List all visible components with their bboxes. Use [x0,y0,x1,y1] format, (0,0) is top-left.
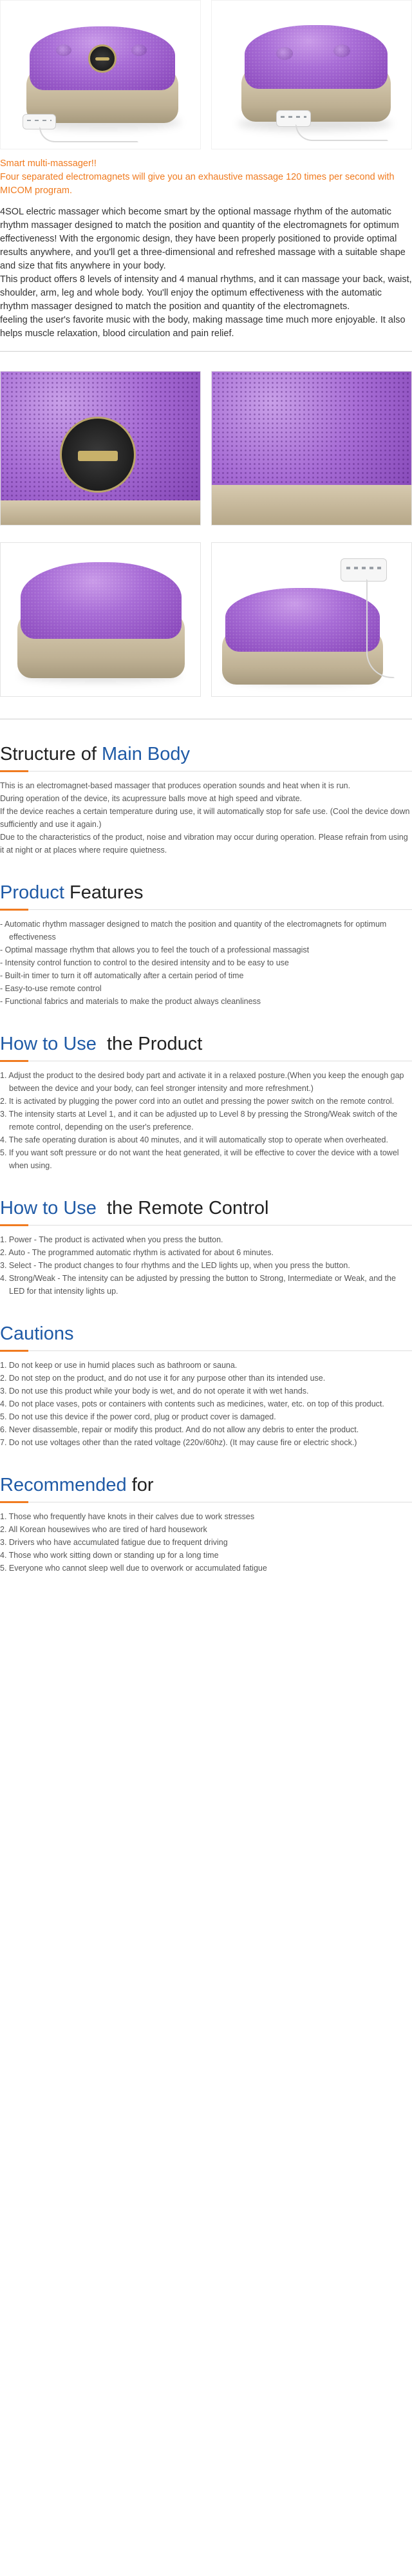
cautions-section [0,1322,412,1449]
section-title: Recommended for [0,1475,154,1495]
product-photo-angle [211,0,412,149]
list-item: - Optimal massage rhythm that allows you to feel the touch of a professional massagist [0,945,310,954]
massager-pillow [222,588,383,685]
list-item: 2. Auto - The programmed automatic rhythm is activated for about 6 minutes. [0,1248,274,1257]
product-photo-front [0,0,201,149]
list-item: 3. Drivers who have accumulated fatigue due to frequent driving [0,1538,228,1547]
section-title: Structure of Main Body [0,744,190,764]
features-section [0,881,412,1008]
list-item: 4. Do not place vases, pots or containers with contents such as medicines, water, etc. on top of this product. [0,1399,384,1408]
list-item: 2. Do not step on the product, and do not use it for any purpose other than its intended use. [0,1374,326,1383]
section-rule [0,1350,412,1351]
detail-photo-badge-closeup [0,371,201,526]
list-item: 4. The safe operating duration is about 40 minutes, and it will automatically stop to operate when overheated. [0,1135,388,1144]
recommended-section [0,1473,412,1575]
massager-pillow [26,26,178,123]
intro-headline: Smart multi-massager!! [0,158,97,169]
remote-control-icon [341,558,387,582]
list-item: - Easy-to-use remote control [0,984,102,993]
howto-remote-list [0,1233,412,1298]
logo-badge [88,44,117,73]
list-item: 2. All Korean housewives who are tired of hard housework [0,1525,207,1534]
list-item: 3. Select - The product changes to four rhythms and the LED lights up, when you press the button. [0,1261,350,1270]
list-item: 5. If you want soft pressure or do not want the heat generated, it will be effective to cover the device with a towel when using. [0,1148,399,1170]
cautions-list [0,1359,412,1449]
logo-badge [60,417,136,493]
structure-paragraph: This is an electromagnet-based massager that produces operation sounds and heat when it is run. [0,781,351,790]
structure-paragraph: During operation of the device, its acupressure balls move at high speed and vibrate. [0,794,303,803]
list-item: 3. Do not use this product while your body is wet, and do not operate it with wet hands. [0,1387,309,1396]
howto-remote-section [0,1197,412,1298]
detail-photo-fabric-closeup [211,371,412,526]
intro-paragraph: This product offers 8 levels of intensity and 4 manual rhythms, and it can massage your back, waist, shoulder, arm, leg and whole body. You'll enjoy the optimum effectiveness with the automatic rhythm massager designed to match the position and quantity of the electromagnets. [0,274,412,312]
list-item: 7. Do not use voltages other than the rated voltage (220v/60hz). (It may cause fire or electric shock.) [0,1438,357,1447]
section-title: How to Use the Remote Control [0,1198,269,1218]
detail-photo-row-2 [0,542,412,697]
list-item: 3. The intensity starts at Level 1, and it can be adjusted up to Level 8 by pressing the Strong/Weak switch of the remote control, depending on the user's preference. [0,1110,398,1132]
intro-paragraph: feeling the user's favorite music with the body, making massage time much more enjoyable. It also helps muscle relaxation, blood circulation and pain relief. [0,315,406,339]
top-photo-row [0,0,412,149]
massager-pillow [241,25,391,122]
section-title: Cautions [0,1323,74,1344]
list-item: 5. Do not use this device if the power cord, plug or product cover is damaged. [0,1412,276,1421]
intro-subheadline: Four separated electromagnets will give you an exhaustive massage 120 times per second with MICOM program. [0,172,395,196]
section-rule [0,771,412,772]
structure-section [0,743,412,857]
list-item: - Built-in timer to turn it off automatically after a certain period of time [0,971,244,980]
features-list [0,918,412,1008]
structure-paragraph: If the device reaches a certain temperature during use, it will automatically stop for safe use. (Cool the device down sufficiently and use it again.) [0,807,410,829]
massager-pillow [17,562,185,678]
list-item: 4. Strong/Weak - The intensity can be adjusted by pressing the button to Strong, Intermediate or Weak, and the LED for that intensity lights up. [0,1274,396,1296]
list-item: - Functional fabrics and materials to make the product always cleanliness [0,997,261,1006]
list-item: 6. Never disassemble, repair or modify this product. And do not allow any debris to enter the product. [0,1425,359,1434]
list-item: 4. Those who work sitting down or standing up for a long time [0,1551,219,1560]
list-item: 5. Everyone who cannot sleep well due to overwork or accumulated fatigue [0,1564,267,1573]
structure-paragraph: Due to the characteristics of the product, noise and vibration may occur during operation. Please refrain from using it at night or at places where require quietness. [0,833,408,855]
howto-product-section [0,1032,412,1172]
recommended-list [0,1510,412,1575]
list-item: - Automatic rhythm massager designed to match the position and quantity of the electromagnets for optimum effectiveness [0,920,387,942]
section-title: Product Features [0,882,144,903]
detail-photo-row-1 [0,371,412,526]
list-item: 1. Power - The product is activated when you press the button. [0,1235,223,1244]
list-item: 1. Those who frequently have knots in their calves due to work stresses [0,1512,255,1521]
section-rule [0,1225,412,1226]
section-title: How to Use the Product [0,1034,203,1054]
list-item: 2. It is activated by plugging the power cord into an outlet and pressing the power switch on the remote control. [0,1097,395,1106]
detail-photo-with-remote [211,542,412,697]
intro-paragraph: 4SOL electric massager which become smart by the optional massage rhythm of the automatic rhythm massager designed to match the position and quantity of the electromagnets for optimum effectiveness! With the ergonomic design, they have been properly positioned to provide optimal results anywhere, and you'll get a three-dimensional and refreshed massage with a suitable shape and size that fits anywhere in your body. [0,207,406,271]
howto-product-list [0,1069,412,1172]
list-item: 1. Do not keep or use in humid places such as bathroom or sauna. [0,1361,238,1370]
list-item: 1. Adjust the product to the desired body part and activate it in a relaxed posture.(When you keep the enough gap between the device and your body, can feel stronger intensity and more refreshment.) [0,1071,404,1093]
detail-photo-side-view [0,542,201,697]
list-item: - Intensity control function to control to the desired intensity and to be easy to use [0,958,289,967]
intro-section [0,149,412,341]
section-rule [0,909,412,910]
